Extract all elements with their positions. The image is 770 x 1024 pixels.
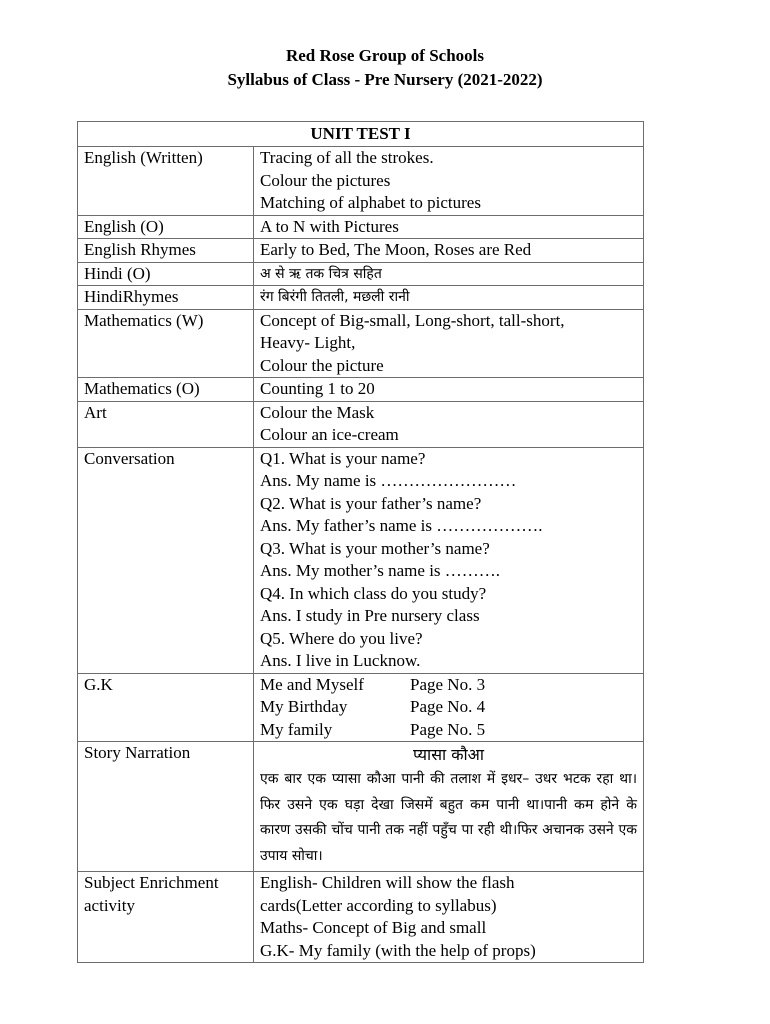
content-line: G.K- My family (with the help of props) [260,940,536,960]
content-cell [254,742,644,872]
subject-cell: English (Written) [78,147,254,216]
question-line: Q1. What is your name? [260,448,426,468]
table-row [78,239,644,263]
table-heading-row [78,122,644,147]
table-row [78,378,644,402]
subject-cell: Subject Enrichment activity [78,872,254,963]
content-line: Tracing of all the strokes. [260,148,434,167]
content-line: Colour an ice-cream [260,425,399,444]
content-cell [254,872,644,963]
content-cell: A to N with Pictures [254,215,644,239]
answer-line: Ans. My father’s name is ………………. [260,516,543,535]
story-title: प्यासा कौआ [412,745,485,764]
table-row [78,401,644,447]
gk-item [260,696,637,719]
question-line: Q3. What is your mother’s name? [260,538,490,558]
table-row [78,262,644,286]
subject-cell: HindiRhymes [78,286,254,310]
subject-cell: Art [78,401,254,447]
table-row [78,215,644,239]
table-row [78,147,644,216]
gk-topic: Me and Myself [260,674,364,694]
subject-cell: Story Narration [78,742,254,872]
content-cell [254,673,644,742]
content-line: Heavy- Light, [260,333,356,352]
content-cell [254,309,644,378]
answer-line: Ans. I study in Pre nursery class [260,606,480,625]
gk-page: Page No. 5 [410,719,486,739]
content-line: Colour the Mask [260,402,375,422]
content-line: Maths- Concept of Big and small [260,918,487,937]
content-line: Concept of Big-small, Long-short, tall-short, [260,310,565,330]
syllabus-table [77,121,644,963]
content-line: cards(Letter according to syllabus) [260,895,497,915]
content-cell [254,147,644,216]
school-name: Red Rose Group of Schools [285,46,485,65]
syllabus-title: Syllabus of Class - Pre Nursery (2021-2022) [227,70,543,89]
content-cell: Early to Bed, The Moon, Roses are Red [254,239,644,263]
subject-cell: G.K [78,673,254,742]
story-text: एक बार एक प्यासा कौआ पानी की तलाश में इधर– उधर भटक रहा था।फिर उसने एक घड़ा देखा जिसमें बहुत कम पानी था।पानी कम होने के कारण उसकी चोंच पानी तक नहीं पहुँच पा रही थी।फिर अचानक उसने एक उपाय सोचा। [260,771,637,864]
question-line: Q4. In which class do you study? [260,583,487,603]
question-line: Q5. Where do you live? [260,628,423,648]
subject-cell: Hindi (O) [78,262,254,286]
gk-page: Page No. 4 [410,697,486,716]
subject-cell: Mathematics (W) [78,309,254,378]
content-cell: रंग बिरंगी तितली, मछली रानी [254,286,644,310]
content-cell: Counting 1 to 20 [254,378,644,402]
gk-topic: My family [260,719,333,739]
table-row [78,673,644,742]
question-line: Q2. What is your father’s name? [260,493,482,513]
table-row [78,309,644,378]
answer-line: Ans. I live in Lucknow. [260,651,421,670]
table-row [78,286,644,310]
unit-test-heading: UNIT TEST I [78,122,644,147]
subject-cell: Conversation [78,447,254,673]
gk-item [260,674,637,697]
content-cell [254,447,644,673]
answer-line: Ans. My name is …………………… [260,471,517,490]
document-header [0,44,770,92]
content-line: English- Children will show the flash [260,873,515,892]
subject-cell: Mathematics (O) [78,378,254,402]
gk-topic: My Birthday [260,697,348,716]
gk-item [260,719,637,742]
content-line: Matching of alphabet to pictures [260,193,481,212]
table-row [78,447,644,673]
content-line: Colour the picture [260,355,384,375]
subject-cell: English (O) [78,215,254,239]
answer-line: Ans. My mother’s name is ………. [260,561,501,580]
gk-page: Page No. 3 [410,674,486,694]
table-row [78,872,644,963]
subject-cell: English Rhymes [78,239,254,263]
content-cell: अ से ऋ तक चित्र सहित [254,262,644,286]
table-row [78,742,644,872]
content-cell [254,401,644,447]
content-line: Colour the pictures [260,170,391,190]
